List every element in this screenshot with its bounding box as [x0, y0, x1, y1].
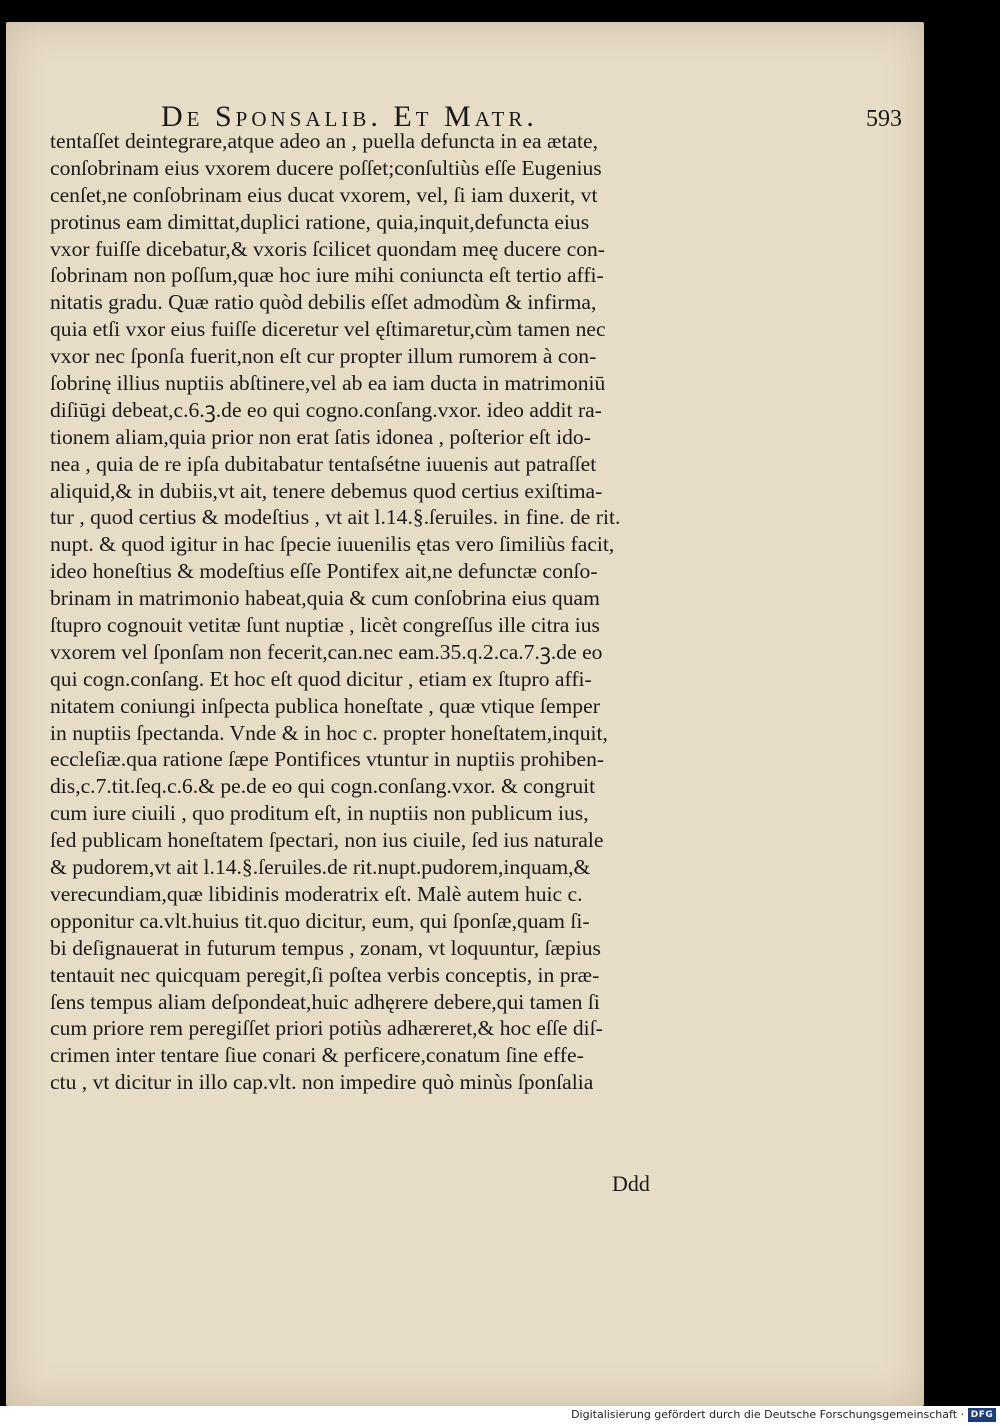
text-line: opponitur ca.vlt.huius tit.quo dicitur, eum, qui ſponſæ,quam ſi-: [50, 908, 590, 933]
text-line: tentaſſet deintegrare,atque adeo an , puella defuncta in ea ætate,: [50, 129, 598, 153]
text-line: nitatis gradu. Quæ ratio quòd debilis eſſet admodùm & infirma,: [50, 290, 597, 315]
text-line: eccleſiæ.qua ratione ſæpe Pontifices vtuntur in nuptiis prohiben-: [50, 747, 605, 772]
text-line: ctu , vt dicitur in illo cap.vlt. non impedire quò minùs ſponſalia: [50, 1070, 594, 1095]
body-text: [50, 128, 740, 1096]
dfg-logo: DFG: [968, 1408, 996, 1422]
text-line: ſtupro cognouit vetitæ ſunt nuptiæ , licèt congreſſus ille citra ius: [50, 613, 600, 638]
text-line: in nuptiis ſpectanda. Vnde & in hoc c. propter honeſtatem,inquit,: [50, 720, 608, 745]
text-line: ſobrinę illius nuptiis abſtinere,vel ab ea iam ducta in matrimoniū: [50, 371, 606, 396]
text-line: tionem aliam,quia prior non erat ſatis idonea , poſterior eſt ido-: [50, 424, 591, 449]
text-line: ſed publicam honeſtatem ſpectari, non ius ciuile, ſed ius naturale: [50, 828, 604, 853]
text-line: dis,c.7.tit.ſeq.c.6.& pe.de eo qui cogn.conſang.vxor. & congruit: [50, 774, 596, 799]
catchword: Ddd: [612, 1171, 650, 1196]
text-line: verecundiam,quæ libidinis moderatrix eſt. Malè autem huic c.: [50, 881, 583, 906]
text-line: tentauit nec quicquam peregit,ſi poſtea verbis conceptis, in præ-: [50, 962, 600, 987]
text-line: aliquid,& in dubiis,vt ait, tenere debemus quod certius exiſtima-: [50, 478, 603, 503]
text-line: vxorem vel ſponſam non fecerit,can.nec eam.35.q.2.ca.7.ꝫ.de eo: [50, 639, 603, 664]
text-line: cenſet,ne conſobrinam eius ducat vxorem, vel, ſi iam duxerit, vt: [50, 182, 598, 207]
text-line: nupt. & quod igitur in hac ſpecie iuuenilis ętas vero ſimiliùs facit,: [50, 532, 615, 557]
text-line: ideo honeſtius & modeſtius eſſe Pontifex ait,ne defunctæ conſo-: [50, 559, 598, 584]
text-line: ſobrinam non poſſum,quæ hoc iure mihi coniuncta eſt tertio affi-: [50, 263, 604, 288]
text-line: vxor nec ſponſa fuerit,non eſt cur propter illum rumorem à con-: [50, 344, 597, 369]
text-line: nitatem coniungi inſpecta publica honeſtate , quæ vtique ſemper: [50, 693, 600, 718]
text-line: & pudorem,vt ait l.14.§.ſeruiles.de rit.nupt.pudorem,inquam,&: [50, 855, 591, 880]
digitization-credit: Digitalisierung gefördert durch die Deutsche Forschungsgemeinschaft ·: [571, 1408, 964, 1421]
text-line: protinus eam dimittat,duplici ratione, quia,inquit,defuncta eius: [50, 209, 590, 234]
text-line: cum priore rem peregiſſet priori potiùs adhæreret,& hoc eſſe diſ-: [50, 1016, 603, 1041]
text-line: crimen inter tentare ſiue conari & perficere,conatum ſine effe-: [50, 1043, 584, 1068]
text-line: qui cogn.conſang. Et hoc eſt quod dicitur , etiam ex ſtupro affi-: [50, 666, 592, 691]
page-number: 593: [866, 106, 902, 132]
running-head: De Sponsalib. Et Matr.: [161, 100, 538, 133]
text-line: brinam in matrimonio habeat,quia & cum conſobrina eius quam: [50, 586, 600, 611]
text-line: ſens tempus aliam deſpondeat,huic adhęrere debere,qui tamen ſi: [50, 989, 600, 1014]
text-line: nea , quia de re ipſa dubitabatur tentaſsétne iuuenis aut patraſſet: [50, 451, 597, 476]
text-line: tur , quod certius & modeſtius , vt ait l.14.§.ſeruiles. in fine. de rit.: [50, 505, 621, 530]
text-line: quia etſi vxor eius fuiſſe diceretur vel ęſtimaretur,cùm tamen nec: [50, 317, 606, 342]
text-line: bi deſignauerat in futurum tempus , zonam, vt loquuntur, ſæpius: [50, 935, 601, 960]
text-line: diſiūgi debeat,c.6.ꝫ.de eo qui cogno.conſang.vxor. ideo addit ra-: [50, 397, 602, 422]
text-line: vxor fuiſſe dicebatur,& vxoris ſcilicet quondam meę ducere con-: [50, 236, 605, 261]
book-page: [6, 22, 924, 1406]
text-line: cum iure ciuili , quo proditum eſt, in nuptiis non publicum ius,: [50, 801, 589, 826]
text-line: conſobrinam eius vxorem ducere poſſet;conſultiùs eſſe Eugenius: [50, 155, 602, 180]
